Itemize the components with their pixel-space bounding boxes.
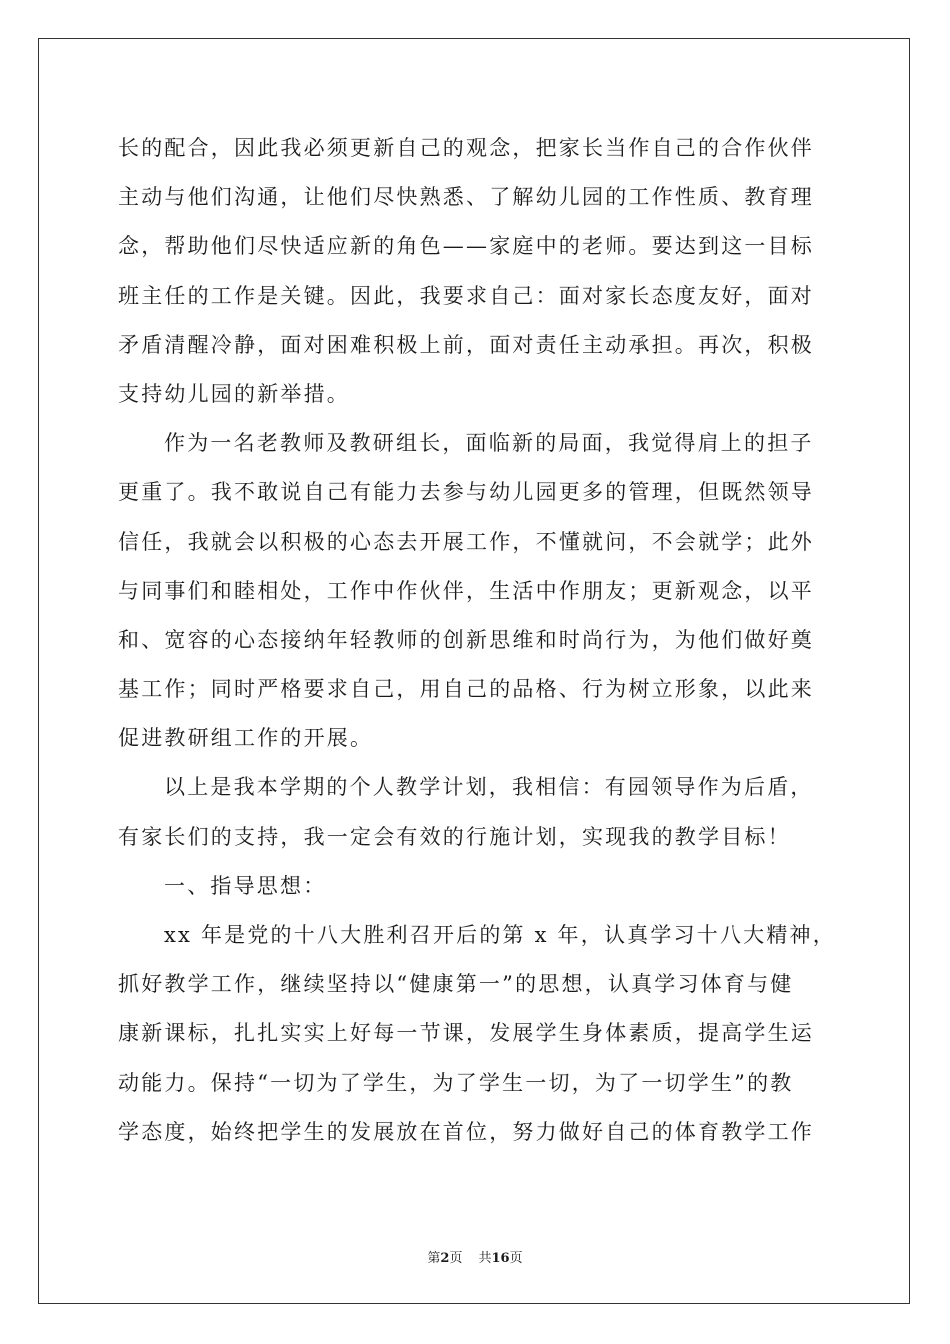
text-line: 基工作；同时严格要求自己，用自己的品格、行为树立形象，以此来 <box>118 677 814 702</box>
page-prefix: 第 <box>427 1251 441 1266</box>
text-line: 有家长们的支持，我一定会有效的行施计划，实现我的教学目标！ <box>118 824 791 849</box>
text-line: 念，帮助他们尽快适应新的角色——家庭中的老师。要达到这一目标 <box>118 234 814 259</box>
text-line: 主动与他们沟通，让他们尽快熟悉、了解幼儿园的工作性质、教育理 <box>118 185 814 210</box>
text-line: 动能力。保持“一切为了学生，为了学生一切，为了一切学生”的教 <box>118 1070 794 1095</box>
total-suffix: 页 <box>509 1251 523 1266</box>
text-line: 信任，我就会以积极的心态去开展工作，不懂就问，不会就学；此外 <box>118 529 814 554</box>
text-line: 作为一名老教师及教研组长，面临新的局面，我觉得肩上的担子 <box>164 431 814 456</box>
page-suffix: 页 <box>449 1251 463 1266</box>
text-line: 康新课标，扎扎实实上好每一节课，发展学生身体素质，提高学生运 <box>118 1021 814 1046</box>
page-total: 16 <box>491 1251 510 1266</box>
text-line: 学态度，始终把学生的发展放在首位，努力做好自己的体育教学工作 <box>118 1119 814 1144</box>
page-footer <box>0 1247 950 1266</box>
text-line: 促进教研组工作的开展。 <box>118 726 374 751</box>
text-line: 抓好教学工作，继续坚持以“健康第一”的思想，认真学习体育与健 <box>118 972 794 997</box>
text-line: 长的配合，因此我必须更新自己的观念，把家长当作自己的合作伙伴 <box>118 136 814 160</box>
text-line: 矛盾清醒冷静，面对困难积极上前，面对责任主动承担。再次，积极 <box>118 332 814 357</box>
text-line: 更重了。我不敢说自己有能力去参与幼儿园更多的管理，但既然领导 <box>118 480 814 505</box>
text-line: 支持幼儿园的新举措。 <box>118 381 350 406</box>
text-line: 班主任的工作是关键。因此，我要求自己：面对家长态度友好，面对 <box>118 283 814 308</box>
text-line: 和、宽容的心态接纳年轻教师的创新思维和时尚行为，为他们做好奠 <box>118 627 814 652</box>
section-heading: 一、指导思想： <box>164 873 327 898</box>
total-prefix: 共 <box>478 1251 492 1266</box>
text-line: xx 年是党的十八大胜利召开后的第 x 年，认真学习十八大精神， <box>164 923 836 947</box>
page-current: 2 <box>440 1251 450 1266</box>
text-line: 与同事们和睦相处，工作中作伙伴，生活中作朋友；更新观念，以平 <box>118 578 814 603</box>
text-line: 以上是我本学期的个人教学计划，我相信：有园领导作为后盾， <box>164 775 814 800</box>
document-body <box>118 124 858 1157</box>
